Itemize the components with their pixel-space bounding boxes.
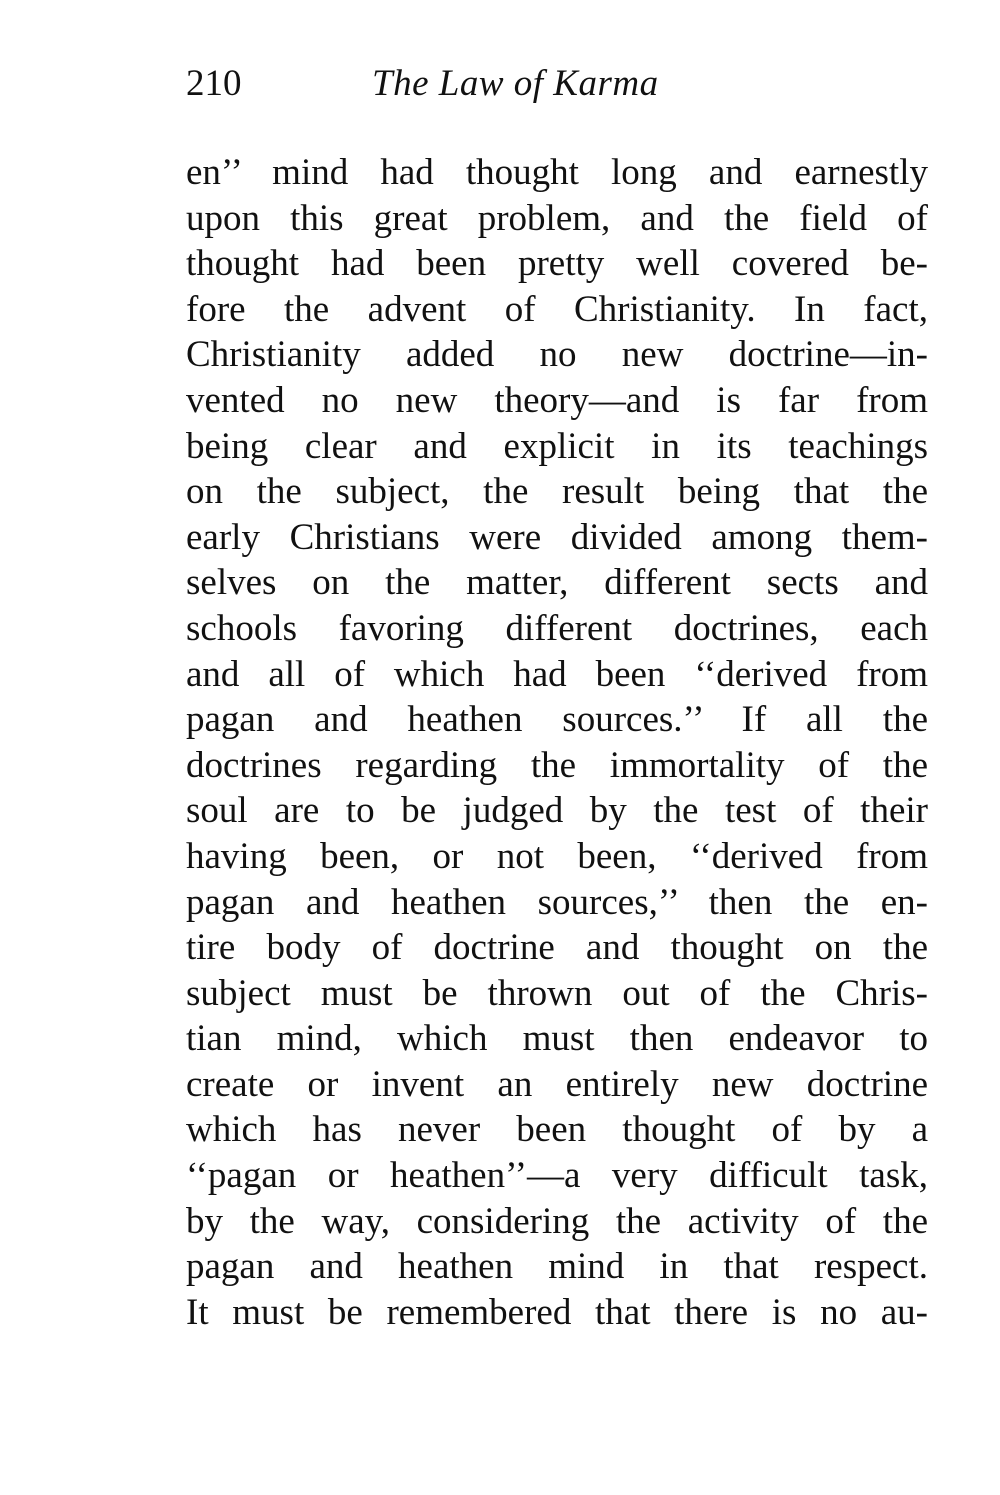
- text-line: by the way, considering the activity of the: [186, 1200, 928, 1242]
- text-line: schools favoring different doctrines, each: [186, 607, 928, 649]
- text-line: doctrines regarding the immortality of the: [186, 744, 928, 786]
- text-line: soul are to be judged by the test of their: [186, 790, 928, 832]
- running-title: The Law of Karma: [372, 63, 659, 104]
- text-line: It must be remembered that there is no au-: [186, 1291, 928, 1333]
- text-line: tire body of doctrine and thought on the: [186, 927, 928, 969]
- text-line: vented no new theory—and is far from: [186, 379, 928, 421]
- text-line: selves on the matter, different sects and: [186, 562, 928, 604]
- page-number: 210: [186, 63, 242, 104]
- text-line: on the subject, the result being that the: [186, 471, 928, 513]
- text-line: pagan and heathen mind in that respect.: [186, 1246, 928, 1288]
- text-line: thought had been pretty well covered be-: [186, 243, 928, 285]
- text-line: subject must be thrown out of the Chris-: [186, 972, 928, 1014]
- text-line: pagan and heathen sources.’’ If all the: [186, 699, 928, 741]
- text-line: being clear and explicit in its teachings: [186, 425, 928, 467]
- text-line: create or invent an entirely new doctrine: [186, 1063, 928, 1105]
- text-line: fore the advent of Christianity. In fact,: [186, 288, 928, 330]
- text-line: ‘‘pagan or heathen’’—a very difficult task,: [186, 1155, 928, 1197]
- text-line: en’’ mind had thought long and earnestly: [186, 152, 928, 193]
- text-line: which has never been thought of by a: [186, 1109, 928, 1151]
- text-line: Christianity added no new doctrine—in-: [186, 334, 928, 376]
- text-line: tian mind, which must then endeavor to: [186, 1018, 928, 1060]
- text-line: early Christians were divided among them-: [186, 516, 928, 558]
- text-line: upon this great problem, and the field of: [186, 197, 928, 239]
- text-line: and all of which had been ‘‘derived from: [186, 653, 928, 695]
- running-head: [186, 62, 926, 106]
- text-line: pagan and heathen sources,’’ then the en-: [186, 881, 928, 923]
- text-line: having been, or not been, ‘‘derived from: [186, 835, 928, 877]
- body-text: [186, 150, 928, 1335]
